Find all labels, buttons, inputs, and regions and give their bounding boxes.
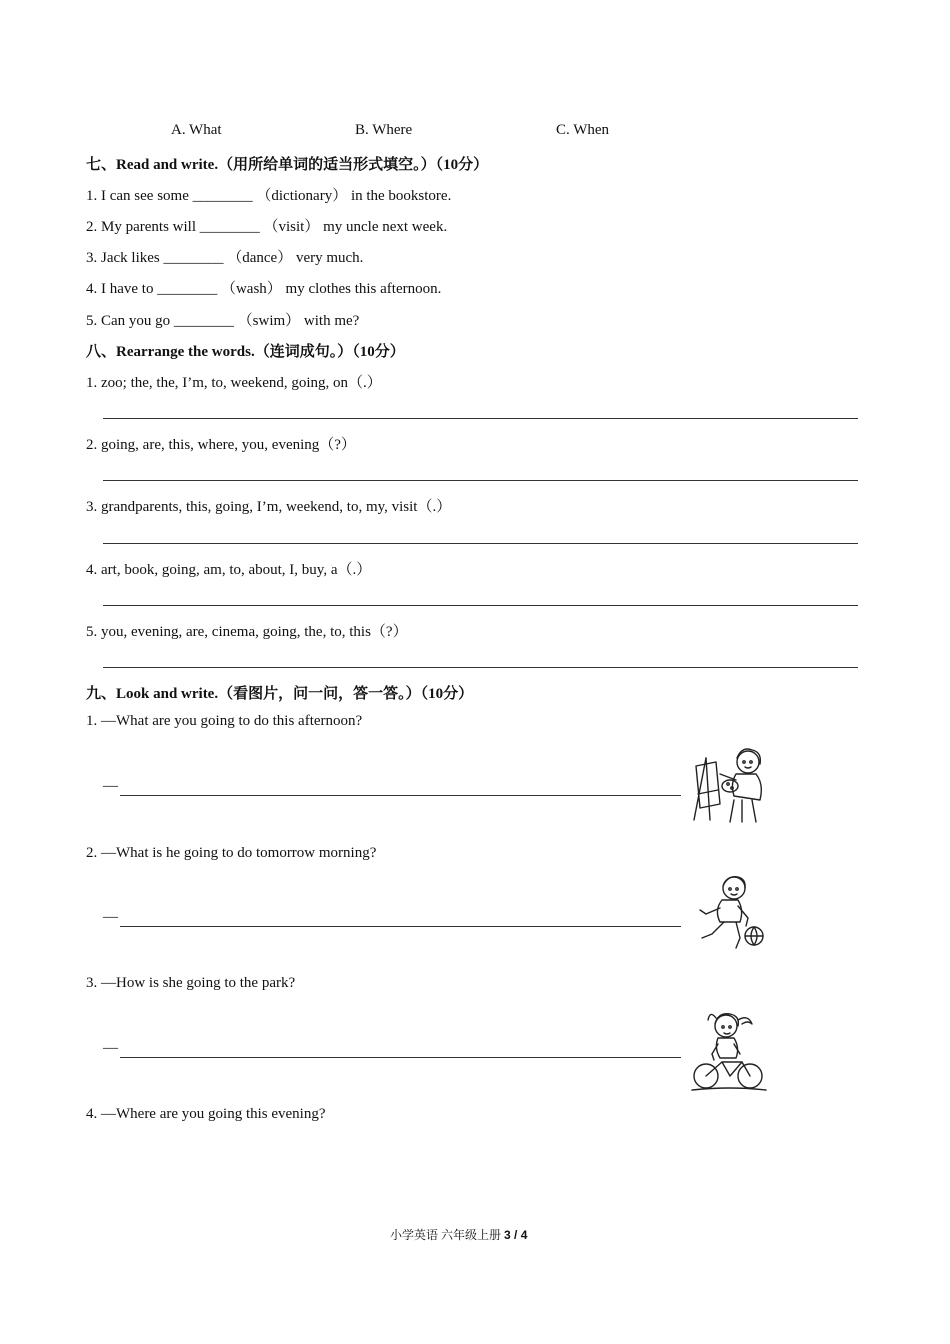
section-7-title: 七、Read and write.（用所给单词的适当形式填空。）（10分） xyxy=(86,157,489,173)
boy-basketball-icon xyxy=(690,874,770,954)
s9-question-1: 1. —What are you going to do this afternoon? xyxy=(86,713,363,729)
s8-answer-line-2[interactable] xyxy=(103,480,858,481)
s9-answer-line-2[interactable] xyxy=(120,926,681,927)
s8-item-4: 4. art, book, going, am, to, about, I, buy, a（.） xyxy=(86,562,372,578)
s8-answer-line-4[interactable] xyxy=(103,605,858,606)
s9-answer-line-3[interactable] xyxy=(120,1057,681,1058)
option-a: A. What xyxy=(171,122,222,138)
s8-item-3: 3. grandparents, this, going, I’m, weekend, to, my, visit（.） xyxy=(86,499,452,515)
s9-answer-line-1[interactable] xyxy=(120,795,681,796)
s7-item-5: 5. Can you go ________ （swim） with me? xyxy=(86,313,360,329)
section-8-title: 八、Rearrange the words.（连词成句。）（10分） xyxy=(86,344,405,360)
option-c: C. When xyxy=(556,122,610,138)
s8-item-1: 1. zoo; the, the, I’m, to, weekend, going, on（.） xyxy=(86,375,382,391)
s8-answer-line-3[interactable] xyxy=(103,543,858,544)
s8-answer-line-1[interactable] xyxy=(103,418,858,419)
girl-painting-icon xyxy=(690,744,770,824)
girl-cycling-icon xyxy=(690,1008,770,1094)
s9-answer-dash-1: — xyxy=(103,778,118,794)
page-number: 3 / 4 xyxy=(504,1228,528,1242)
s8-item-5: 5. you, evening, are, cinema, going, the, to, this（?） xyxy=(86,624,408,640)
s8-answer-line-5[interactable] xyxy=(103,667,858,668)
s9-answer-dash-2: — xyxy=(103,909,118,925)
option-b: B. Where xyxy=(355,122,413,138)
s7-item-4: 4. I have to ________ （wash） my clothes this afternoon. xyxy=(86,281,442,297)
s8-item-2: 2. going, are, this, where, you, evening（?） xyxy=(86,437,356,453)
s9-question-4: 4. —Where are you going this evening? xyxy=(86,1106,326,1122)
s7-item-1: 1. I can see some ________ （dictionary） in the bookstore. xyxy=(86,188,452,204)
s7-item-3: 3. Jack likes ________ （dance） very much. xyxy=(86,250,364,266)
page-footer xyxy=(390,1226,527,1243)
s9-question-3: 3. —How is she going to the park? xyxy=(86,975,296,991)
s7-item-2: 2. My parents will ________ （visit） my uncle next week. xyxy=(86,219,448,235)
footer-text: 小学英语 六年级上册 xyxy=(390,1228,502,1242)
section-9-title: 九、Look and write.（看图片，问一问，答一答。）（10分） xyxy=(86,686,474,702)
s9-answer-dash-3: — xyxy=(103,1040,118,1056)
s9-question-2: 2. —What is he going to do tomorrow morning? xyxy=(86,845,377,861)
